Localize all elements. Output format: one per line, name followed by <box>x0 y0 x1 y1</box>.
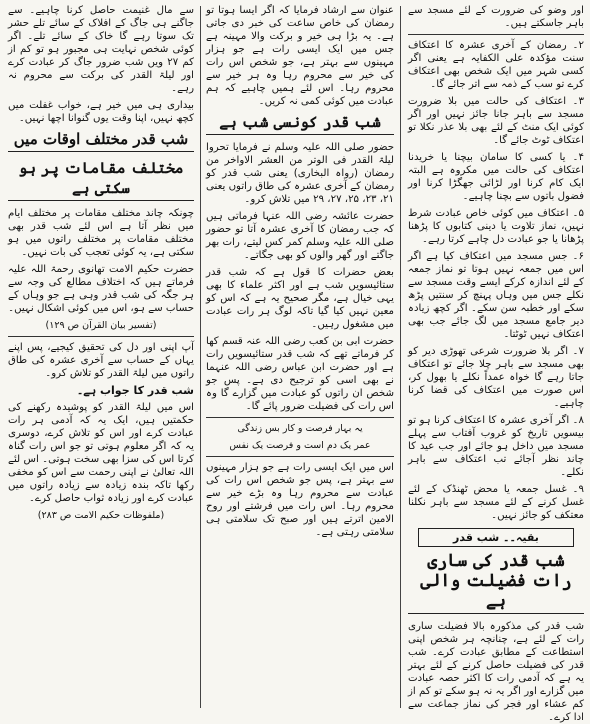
reference-citation: (تفسیر بیان القرآن ص ۱۲۹) <box>45 320 157 331</box>
middle-paragraph: حضور صلی اللہ علیہ وسلم نے فرمایا تحروا لیلۃ القدر فی الوتر من العشر الاواخر من رمضان (رواہ البخاری) یعنی شب قدر کو رمضان کے آخری عشرہ کی طاق راتوں یعنی ۲۱، ۲۳، ۲۵، ۲۷، ۲۹ میں تلاش کرو۔ <box>206 142 394 205</box>
right-body: شب قدر کی مذکورہ بالا فضیلت ساری رات کے لئے ہے، چنانچہ ہر شخص اپنی استطاعت کے مطابق عبادت کرے۔ شب قدر کی فضیلت حاصل کرنے کے لئے بہتر یہ ہے کہ آدمی رات کا اکثر حصہ عبادت میں گزارے اور اگر یہ نہ ہو سکے تو کم از کم عشاء اور فجر کی نماز جماعت سے ادا کرے۔ <box>408 621 584 723</box>
middle-paragraph: حضرت ابی بن کعب رضی اللہ عنہ قسم کھا کر فرماتے تھے کہ شب قدر ستائیسویں رات ہے اور حضرت ابن عباس رضی اللہ عنہما نے بھی اسی کو ترجیح دی ہے۔ پس جو شخص ان راتوں کو عبادت میں گزارے گا وہ اس رات کی فضیلت ضرور پائے گا۔ <box>206 336 394 412</box>
list-item: ۷۔ اگر بلا ضرورت شرعی تھوڑی دیر کو بھی مسجد سے باہر چلا جائے تو اعتکاف جاتا رہے گا خواہ عمداً نکلے یا بھول کر، اس صورت میں اعتکاف کی قضا کرنا چاہیے۔ <box>408 346 584 409</box>
left-body-2: اس میں لیلۃ القدر کو پوشیدہ رکھنے کی حکمتیں ہیں، ایک یہ کہ آدمی ہر رات عبادت کرے اور اس کو تلاش کرے، دوسری یہ کہ اگر معلوم ہوتی تو جو اس رات گناہ کرتا اس کی سزا بھی سخت ہوتی۔ اس لئے اللہ تعالیٰ نے اپنی رحمت سے اس کو مخفی رکھا تاکہ بندہ زیادہ سے زیادہ راتوں میں عبادت کرے اور زیادہ ثواب حاصل کرے۔ <box>8 402 194 504</box>
right-column <box>408 4 584 723</box>
middle-top: عنوان سے ارشاد فرمایا کہ اگر ایسا ہوتا تو رمضان کی خاص ساعت کی خبر دی جاتی ہے۔ یہ بڑا ہی خیر و برکت والا مہینہ ہے جس میں ایک ایسی رات ہے جو ہزار مہینوں سے بہتر ہے، جو شخص اس رات کی خیر سے محروم رہا وہ ہر خیر سے محروم رہا۔ اس لئے ہمیں چاہیے کہ ہم عبادت میں کوئی کمی نہ کریں۔ <box>206 5 394 107</box>
list-item: ۲۔ رمضان کے آخری عشرہ کا اعتکاف سنت مؤکدہ علی الکفایہ ہے یعنی اگر کسی شہر میں ایک شخص بھی اعتکاف کرے تو سب کے ذمہ سے اتر جائے گا۔ <box>408 40 584 90</box>
left-paragraph: حضرت حکیم الامت تھانوی رحمۃ اللہ علیہ فرماتے ہیں کہ اختلاف مطالع کی وجہ سے ہر جگہ کی شب قدر وہی ہے جو وہاں کے حساب سے ہو، اس میں کوئی اشکال نہیں۔ <box>8 264 194 314</box>
list-item: ۳۔ اعتکاف کی حالت میں بلا ضرورت مسجد سے باہر جانا جائز نہیں اور اگر کوئی ایک منٹ کے لئے بھی بلا عذر نکلا تو اعتکاف ٹوٹ جائے گا۔ <box>408 96 584 146</box>
divider <box>206 417 394 418</box>
list-item: ۹۔ غسل جمعہ یا محض ٹھنڈک کے لئے غسل کرنے کے لئے مسجد سے باہر نکلنا معتکف کو جائز نہیں۔ <box>408 484 584 521</box>
list-item: ۴۔ یا کسی کا سامان بیچنا یا خریدنا اعتکاف کی حالت میں مکروہ ہے البتہ ایک کام کرنا اور لڑائی جھگڑا کرنا اور فضول باتوں سے بچنا چاہیے۔ <box>408 152 584 202</box>
divider <box>206 456 394 457</box>
list-item: ۸۔ اگر آخری عشرہ کا اعتکاف کرنا ہو تو بیسویں تاریخ کو غروب آفتاب سے پہلے مسجد میں داخل ہو جائے اور جب عید کا چاند نظر آجائے تب اعتکاف سے باہر نکلے۔ <box>408 415 584 478</box>
left-paragraph: چونکہ چاند مختلف مقامات پر مختلف ایام میں نظر آتا ہے اس لئے شب قدر بھی مختلف مقامات پر مختلف راتوں میں ہو سکتی ہے، یہ کوئی تعجب کی بات نہیں۔ <box>8 208 194 258</box>
poem-line: عمر یک دم است و فرصت یک نفس <box>229 440 371 451</box>
left-section-title: شب قدر کا جواب ہے۔ <box>76 384 194 397</box>
headline-whole-night: شب قدر کی ساری رات فضیلت والی ہے <box>408 551 584 614</box>
column-divider <box>200 6 201 708</box>
headline-different-times: شب قدر مختلف اوقات میں <box>8 129 194 152</box>
divider <box>408 34 584 35</box>
left-middle: آپ اپنی اور دل کی تحقیق کیجیے، پس اپنے یہاں کے حساب سے آخری عشرہ کی طاق راتوں میں لیلۃ القدر کو تلاش کرو۔ <box>8 342 194 379</box>
continued-label: بقیہ۔۔ شب قدر <box>418 528 574 547</box>
headline-different-places: مختلف مقامات پر ہو سکتی ہے <box>8 158 194 201</box>
column-divider <box>400 6 401 708</box>
divider <box>8 336 194 337</box>
left-top: سے مال غنیمت حاصل کرنا چاہیے۔ سے جاگنے ہی جاگ کے افلاک کے سائے تلے حشر تک سوتا رہے گا خاک کے سائے تلے۔ اگر کوئی شخص نہایت ہی مجبور ہو تو کم از کم ۲۷ ویں شب ضرور جاگ کر عبادت کرے اور لیلۃ القدر کی برکت سے محروم نہ رہے۔ <box>8 5 194 94</box>
middle-paragraph: بعض حضرات کا قول ہے کہ شب قدر ستائیسویں شب ہے اور اکثر علماء کا بھی یہی خیال ہے، مگر صحیح یہ ہے کہ اس کو معین نہیں کیا گیا تاکہ لوگ ہر رات عبادت میں مشغول رہیں۔ <box>206 267 394 330</box>
middle-paragraph: حضرت عائشہ رضی اللہ عنہا فرماتی ہیں کہ جب رمضان کا آخری عشرہ آتا تو حضور صلی اللہ علیہ وسلم کمر کس لیتے، رات بھر جاگتے اور گھر والوں کو بھی جگاتے۔ <box>206 211 394 261</box>
list-item: ۶۔ جس مسجد میں اعتکاف کیا ہے اگر اس میں جمعہ نہیں ہوتا تو نماز جمعہ کے لئے اندازہ کرکے ایسے وقت مسجد سے نکلے جس میں وہاں پہنچ کر سنتیں پڑھ سکے اور خطبہ سن سکے۔ اگر کچھ زیادہ دیر جامع مسجد میں لگ جائے جب بھی اعتکاف نہیں ٹوٹتا۔ <box>408 251 584 340</box>
middle-bottom: اس میں ایک ایسی رات ہے جو ہزار مہینوں سے بہتر ہے، پس جو شخص اس رات کی عبادت سے محروم رہا وہ بڑے خیر سے محروم رہا۔ اس رات میں فرشتے اور روح الامین اترتے ہیں اور صبح تک سلامتی ہی سلامتی رہتی ہے۔ <box>206 462 394 538</box>
poem-line: یہ بہار فرصت و کار بس زندگی <box>237 423 363 434</box>
list-item: ۵۔ اعتکاف میں کوئی خاص عبادت شرط نہیں، نماز تلاوت یا دینی کتابوں کا پڑھنا پڑھانا یا جو عبادت دل چاہے کرتا رہے۔ <box>408 208 584 245</box>
left-couplet: بیداری ہی میں خیر ہے، خواب غفلت میں کچھ نہیں، اپنا وقت یوں گنوانا اچھا نہیں۔ <box>8 100 194 124</box>
headline-which-night: شب قدر کونسی شب ہے <box>206 112 394 135</box>
left-column <box>8 4 194 710</box>
right-top-paragraph: اور وضو کی ضرورت کے لئے مسجد سے باہر جاسکتے ہیں۔ <box>408 5 584 29</box>
reference-citation: (ملفوظات حکیم الامت ص ۲۸۳) <box>37 510 165 521</box>
middle-column <box>206 4 394 710</box>
